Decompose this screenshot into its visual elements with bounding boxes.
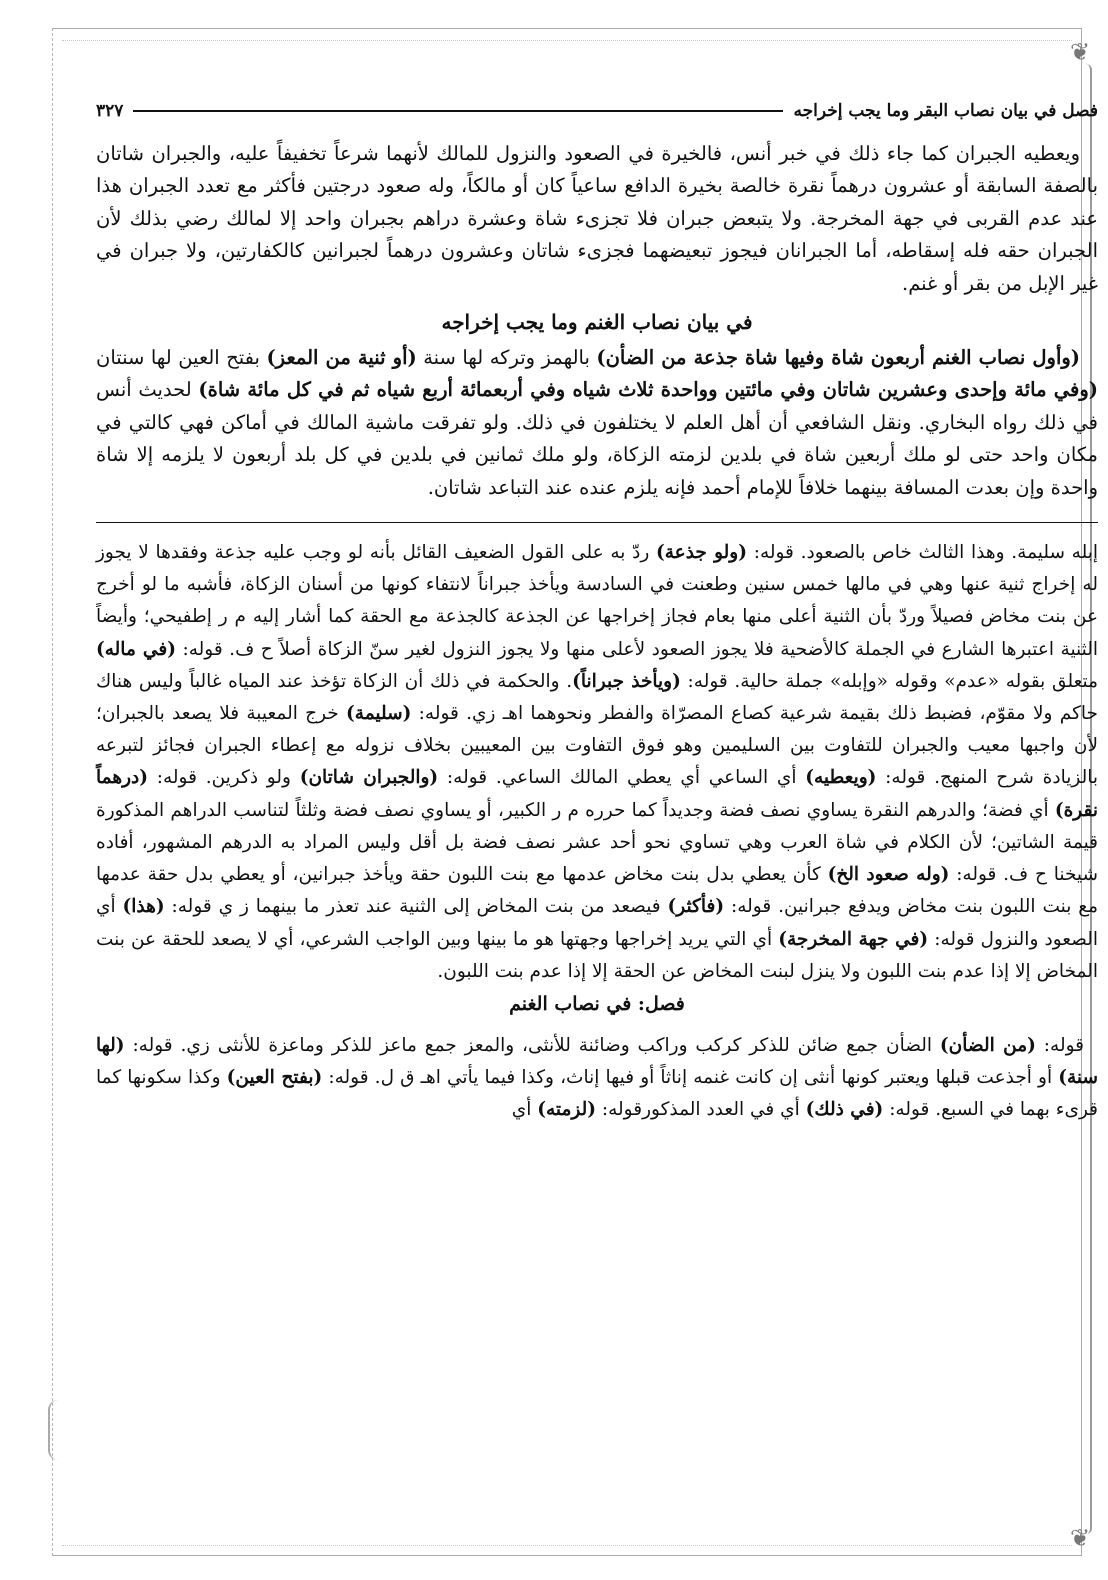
main-paragraph (96, 342, 1098, 504)
bold-phrase: (درهماً نقرة) (96, 767, 1098, 821)
ornament-icon: ❦ (1069, 38, 1091, 66)
text-run: خرج المعيبة فلا يصعد بالجبران؛ لأن واجبها معيب والجبران للتفاوت بين السليمين وهو فوق التفاوت بين المعيبين بخلاف نزوله مع إعطاء الجبران فجائز لتبرعه بالزيادة شرح المنهج. قوله: (96, 703, 1098, 789)
text-run: إبله سليمة. وهذا الثالث خاص بالصعود. قوله: (747, 542, 1099, 564)
commentary-paragraph (96, 537, 1098, 988)
text-run: فيصعد من بنت المخاض إلى الثنية عند تعذر ما بينهما ز ي قوله: (164, 896, 668, 918)
text-run: . والحكمة في ذلك أن الزكاة تؤخذ عند المياه غالباً وليس هناك حاكم ولا مقوّم، فضبط ذلك بقيمة شرعية كصاع المصرّاة والفطر ونحوهما اهـ زي. قوله: (96, 670, 1098, 725)
text-run: وكذا سكونها كما قرىء بهما في السبع. قوله: (96, 1067, 1098, 1121)
bold-phrase: (لها سنة) (96, 1034, 1098, 1089)
text-run: لحديث أنس في ذلك رواه البخاري. ونقل الشافعي أن أهل العلم لا يختلفون في ذلك. ولو تفرقت ماشية المالك في أماكن فهي كالتي في مكان واحد حتى لو ملك أربعين شاة في بلدين لزمته الزكاة، ولو ملك ثمانين في بلدين في كل بلد أربعون لا يلزمه إلا شاة واحدة وإن بعدت المسافة بينهما خلافاً للإمام أحمد فإنه يلزم عنده عند التباعد شاتان. (96, 378, 1099, 499)
bold-phrase: (في ماله) (96, 638, 176, 660)
text-run: قوله: (1035, 1034, 1084, 1056)
bold-phrase: (سليمة) (346, 703, 412, 725)
bold-phrase: (ويأخذ جبراناً) (572, 670, 681, 692)
ornament-icon: ❦ (1069, 1524, 1091, 1552)
bold-phrase: (ولو جذعة) (655, 542, 747, 564)
bold-phrase: (بفتح العين) (226, 1067, 323, 1089)
main-text (96, 138, 1098, 504)
text-run: بفتح العين لها سنتان (96, 346, 267, 370)
bold-phrase: (أو ثنية من المعز) (266, 346, 417, 370)
text-run: أي الصعود والنزول قوله: (96, 896, 1099, 950)
bold-phrase: (من الضأن) (939, 1034, 1036, 1056)
text-run: كأن يعطي بدل بنت مخاض عدمها مع بنت اللبون حقة ويأخذ جبرانين، أو يعطي بدل حقة عدمها مع بنت اللبون بنت مخاض ويدفع جبرانين. قوله: (96, 864, 1098, 918)
main-paragraph (96, 138, 1098, 300)
commentary-paragraph (96, 1030, 1098, 1127)
text-run: أي (511, 1099, 538, 1121)
header-rule (133, 110, 783, 112)
bold-phrase: (وأول نصاب الغنم أربعون شاة وفيها شاة جذعة من الضأن) (596, 346, 1081, 370)
bold-phrase: (في ذلك) (805, 1099, 884, 1121)
bold-phrase: (ويعطيه) (805, 767, 877, 789)
bold-phrase: (فأكثر) (667, 896, 725, 918)
bold-phrase: (وفي مائة وإحدى وعشرين شاتان وفي مائتين وواحدة ثلاث شياه وفي أربعمائة أربع شياه ثم في كل مائة شاة) (198, 378, 1098, 402)
bold-phrase: (والجبران شاتان) (299, 767, 439, 789)
text-run: أي في العدد المذكورقوله: (596, 1099, 806, 1121)
bold-phrase: (هذا) (122, 896, 165, 918)
text-run: متعلق بقوله «عدم» وقوله «وإبله» جملة حالية. قوله: (680, 670, 1098, 692)
text-run: ولو ذكرين. قوله: (148, 767, 300, 789)
bold-phrase: (وله صعود الخ) (827, 864, 950, 886)
chapter-title: فصل في بيان نصاب البقر وما يجب إخراجه (793, 101, 1098, 121)
text-run: أي الساعي أي يعطي المالك الساعي. قوله: (438, 767, 806, 789)
commentary-text (96, 537, 1098, 1126)
scroll-curl-decoration (48, 1400, 64, 1460)
book-page (96, 96, 1098, 1127)
section-heading: في بيان نصاب الغنم وما يجب إخراجه (441, 310, 753, 335)
page-number: ٣٢٧ (96, 101, 124, 121)
text-run: ويعطيه الجبران كما جاء ذلك في خبر أنس، فالخيرة في الصعود والنزول للمالك لأنهما شرعاً تخفيفاً عليه، والجبران شاتان بالصفة السابقة أو عشرون درهماً نقرة خالصة بخيرة الدافع ساعياً كان أو مالكاً، وله صعود درجتين فأكثر مع تعدد الجبران هذا عند عدم القربى في جهة المخرجة. ولا يتبعض جبران فلا تجزىء شاة وعشرة دراهم بجبران واحد إلا لمالك رضي بذلك لأن الجبران حقه فله إسقاطه، أما الجبرانان فيجوز تبعيضهما فجزىء شاتان وعشرون درهماً لجبرانين كالكفارتين، ولا جبران في غير الإبل من بقر أو غنم. (96, 142, 1098, 295)
bold-phrase: (لزمته) (537, 1099, 597, 1121)
running-header (96, 96, 1098, 126)
text-run: أي فضة؛ والدرهم النقرة يساوي نصف فضة وجديداً كما حرره م ر الكبير، أو يساوي نصف فضة وثلثاً لتناسب الدراهم المذكورة قيمة الشاتين؛ لأن الكلام في شاة العرب وهي تساوي نحو أحد عشر نصف فضة بل أقل وليس المراد به الدرهم المشهور، أفاده شيخنا ح ف. قوله: (96, 799, 1098, 886)
text-run: أو أجذعت قبلها ويعتبر كونها أنثى إن كانت غنمه إناثاً أو فيها إناث، وكذا فيما يأتي اهـ ق ل. قوله: (322, 1067, 1059, 1089)
text-run: بالهمز وتركه لها سنة (416, 346, 597, 370)
bold-phrase: (في جهة المخرجة) (778, 928, 929, 950)
text-run: ردّ به على القول الضعيف القائل بأنه لو وجب عليه جذعة وفقدها لا يجوز له إخراج ثنية عنها وهي في مالها خمس سنين وطعنت في السادسة ويأخذ جبراناً لانتفاء كونها من أسنان الزكاة، فأشبه ما لو أخرج عن بنت مخاض فصيلاً وردّ بأن الثنية أعلى منها بعام فجاز إخراجها عن الجذعة كالجذعة مع الحقة كما أشار إليه م ر إطفيحي؛ وأيضاً الثنية اعتبرها الشارع في الجملة كالأضحية فلا يجوز الصعود لأعلى منها ولا يجوز النزول لغير سنّ الزكاة أصلاً ح ف. قوله: (96, 542, 1098, 660)
text-run: أي التي يريد إخراجها وجهتها هو ما بينها وبين الواجب الشرعي، أي لا يصعد للحقة عن بنت المخاض إلا إذا عدم بنت اللبون ولا ينزل لبنت المخاض عن الحقة إلا إذا عدم بنت اللبون. (96, 928, 1098, 982)
footnote-divider (96, 522, 1098, 523)
commentary-heading: فصل: في نصاب الغنم (509, 992, 685, 1015)
text-run: الضأن جمع ضائن للذكر كركب وراكب وضائنة للأنثى، والمعز جمع ماعز للذكر وماعزة للأنثى زي. قوله: (124, 1034, 940, 1056)
